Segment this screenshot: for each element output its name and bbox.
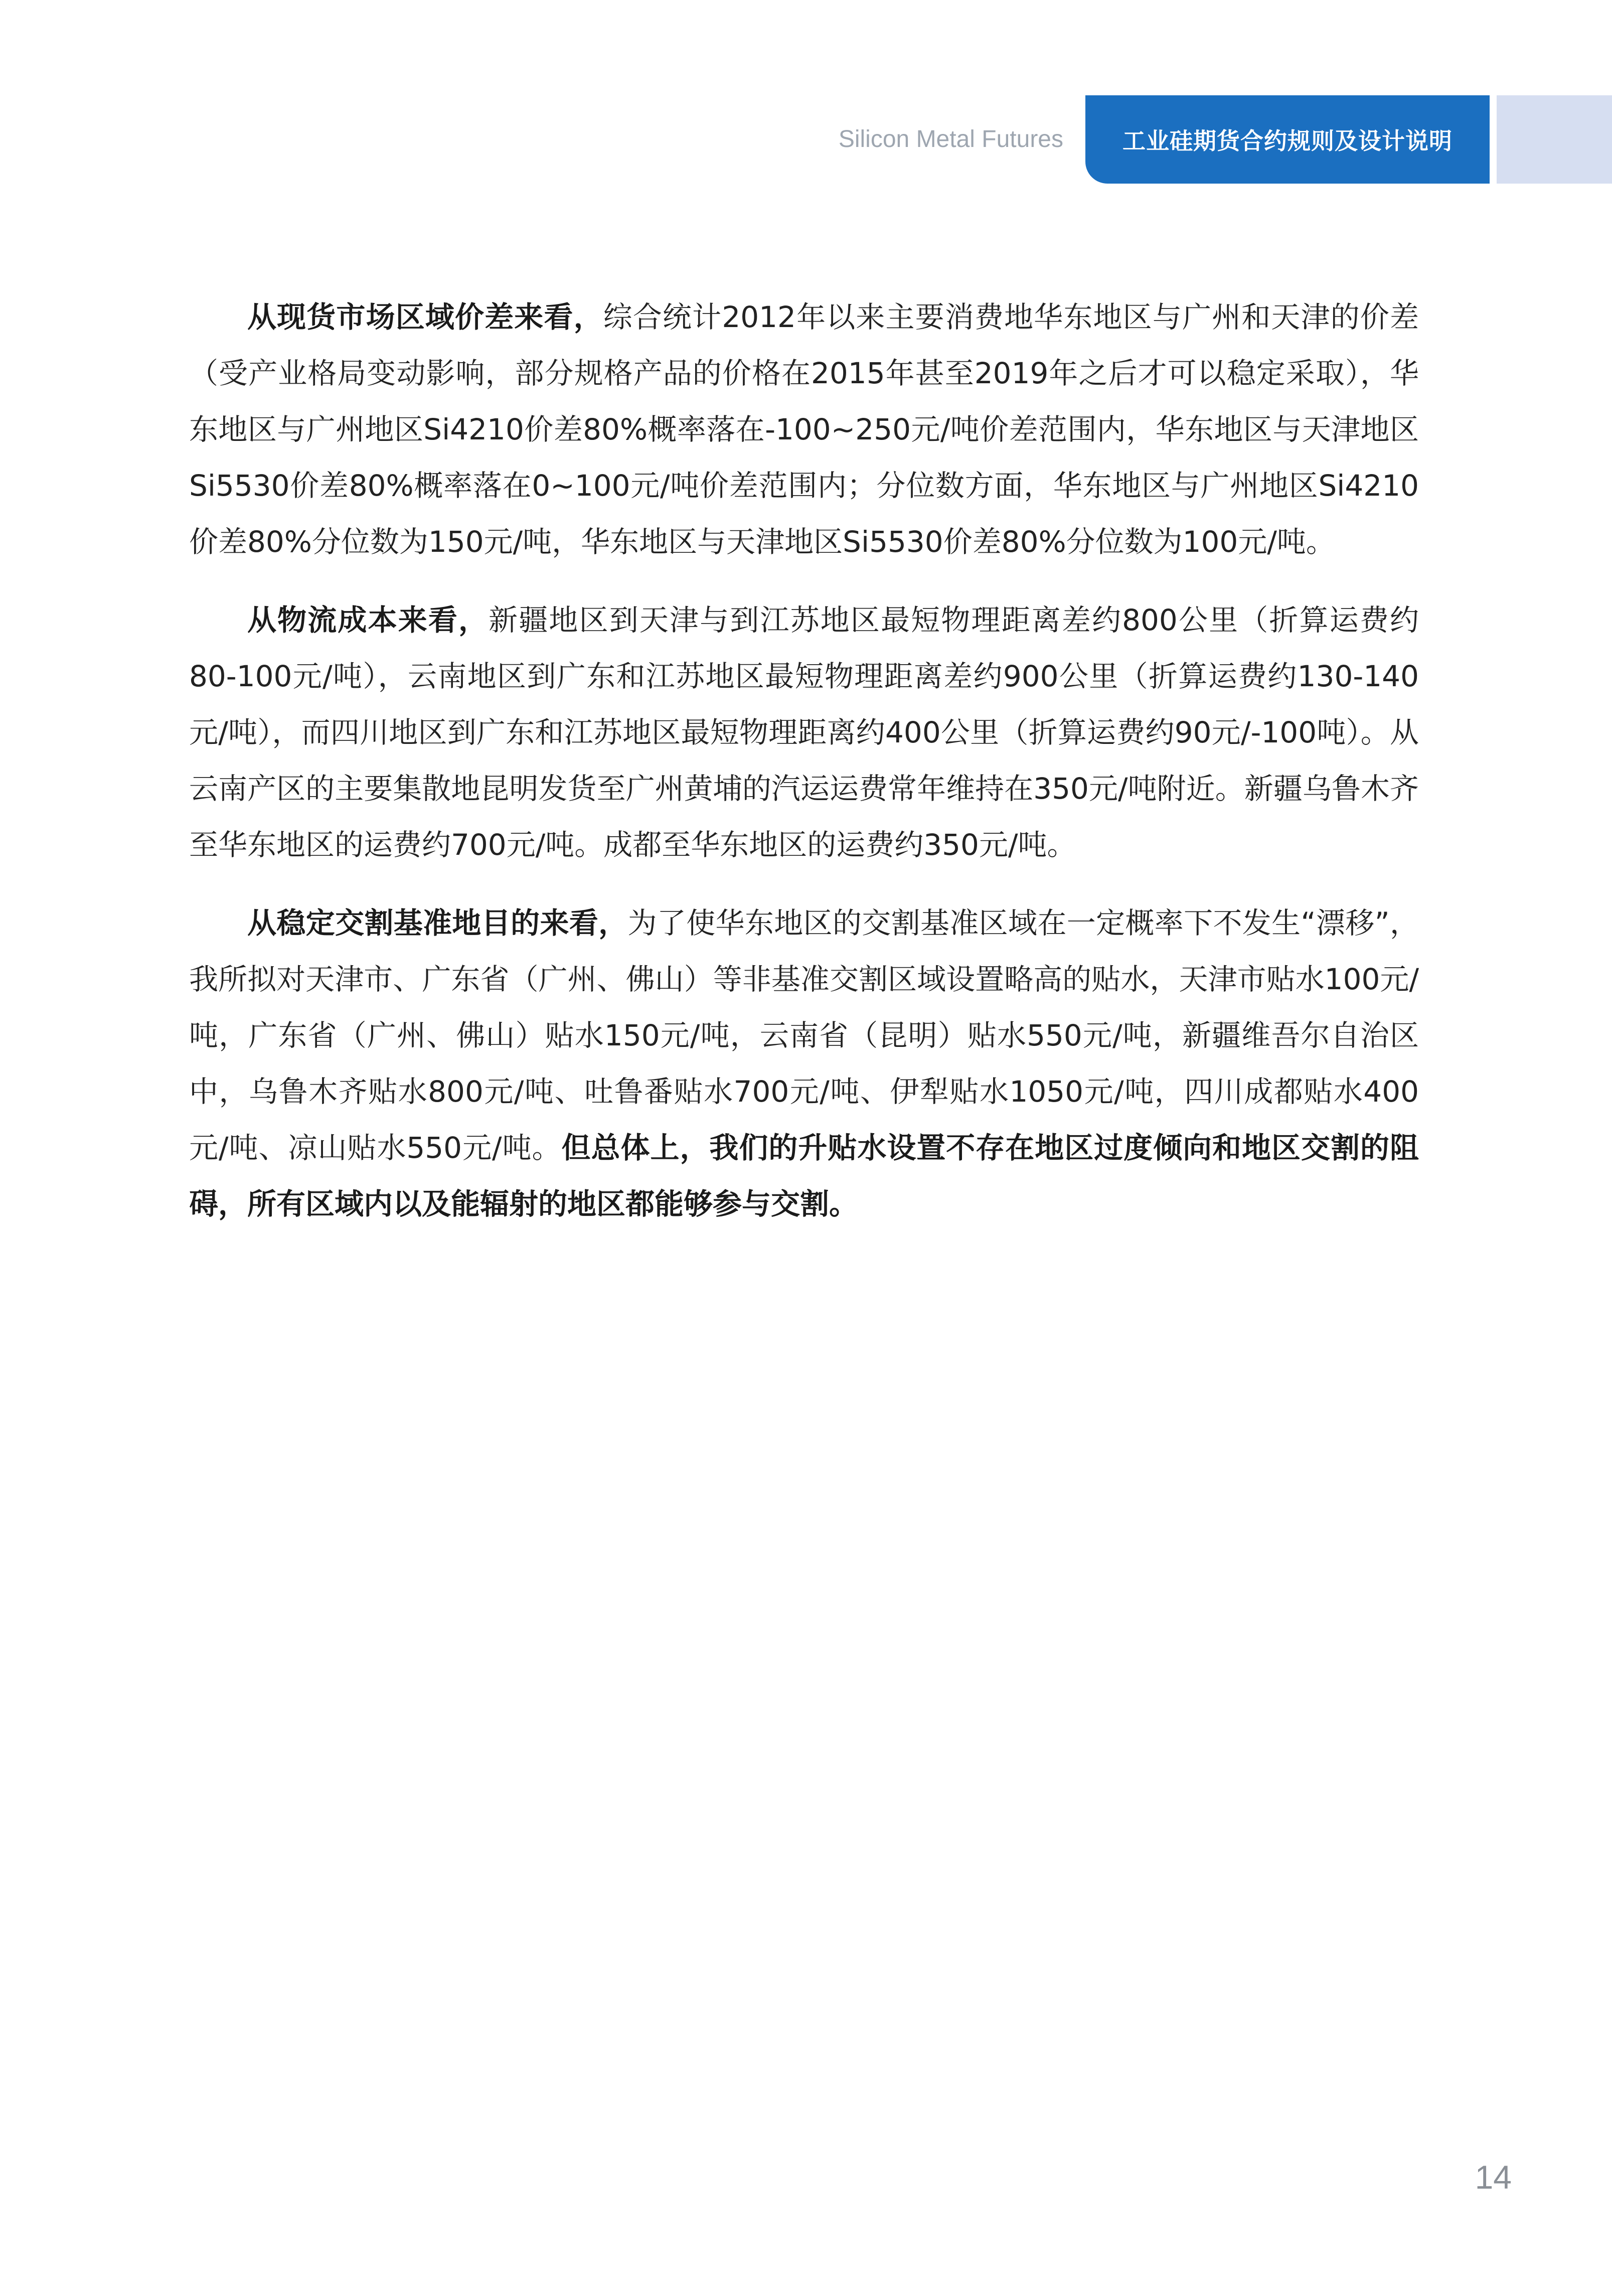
- page-header: [0, 95, 1612, 184]
- main-content: [189, 289, 1419, 1254]
- paragraph-lead: 从物流成本来看，: [247, 603, 489, 637]
- paragraph-lead: 从稳定交割基准地目的来看，: [247, 906, 628, 940]
- header-english-title: Silicon Metal Futures: [838, 126, 1063, 152]
- page-number: 14: [1475, 2159, 1512, 2196]
- paragraph-tail: 但总体上，我们的升贴水设置不存在地区过度倾向和地区交割的阻碍，所有区域内以及能辐射的地区都能够参与交割。: [189, 1131, 1419, 1221]
- paragraph-logistics-cost: [189, 592, 1419, 873]
- header-decorative-block: [1497, 95, 1612, 184]
- paragraph-body: 为了使华东地区的交割基准区域在一定概率下不发生“漂移”，我所拟对天津市、广东省（广州、佛山）等非基准交割区域设置略高的贴水，天津市贴水100元/吨，广东省（广州、佛山）贴水150元/吨，云南省（昆明）贴水550元/吨，新疆维吾尔自治区中，乌鲁木齐贴水800元/吨、吐鲁番贴水700元/吨、伊犁贴水1050元/吨，四川成都贴水400元/吨、凉山贴水550元/吨。: [189, 906, 1419, 1165]
- paragraph-lead: 从现货市场区域价差来看，: [247, 300, 603, 334]
- paragraph-body: 新疆地区到天津与到江苏地区最短物理距离差约800公里（折算运费约80-100元/吨），云南地区到广东和江苏地区最短物理距离差约900公里（折算运费约130-140元/吨），而四川地区到广东和江苏地区最短物理距离约400公里（折算运费约90元/-100吨）。从云南产区的主要集散地昆明发货至广州黄埔的汽运运费常年维持在350元/吨附近。新疆乌鲁木齐至华东地区的运费约700元/吨。成都至华东地区的运费约350元/吨。: [189, 603, 1419, 862]
- header-chinese-title: 工业硅期货合约规则及设计说明: [1122, 127, 1453, 155]
- paragraph-delivery-base: [189, 895, 1419, 1232]
- paragraph-body: 综合统计2012年以来主要消费地华东地区与广州和天津的价差（受产业格局变动影响，部分规格产品的价格在2015年甚至2019年之后才可以稳定采取），华东地区与广州地区Si4210价差80%概率落在-100~250元/吨价差范围内，华东地区与天津地区Si5530价差80%概率落在0~100元/吨价差范围内；分位数方面，华东地区与广州地区Si4210价差80%分位数为150元/吨，华东地区与天津地区Si5530价差80%分位数为100元/吨。: [189, 300, 1419, 559]
- header-title-tab: [1085, 95, 1490, 184]
- paragraph-price-spread: [189, 289, 1419, 570]
